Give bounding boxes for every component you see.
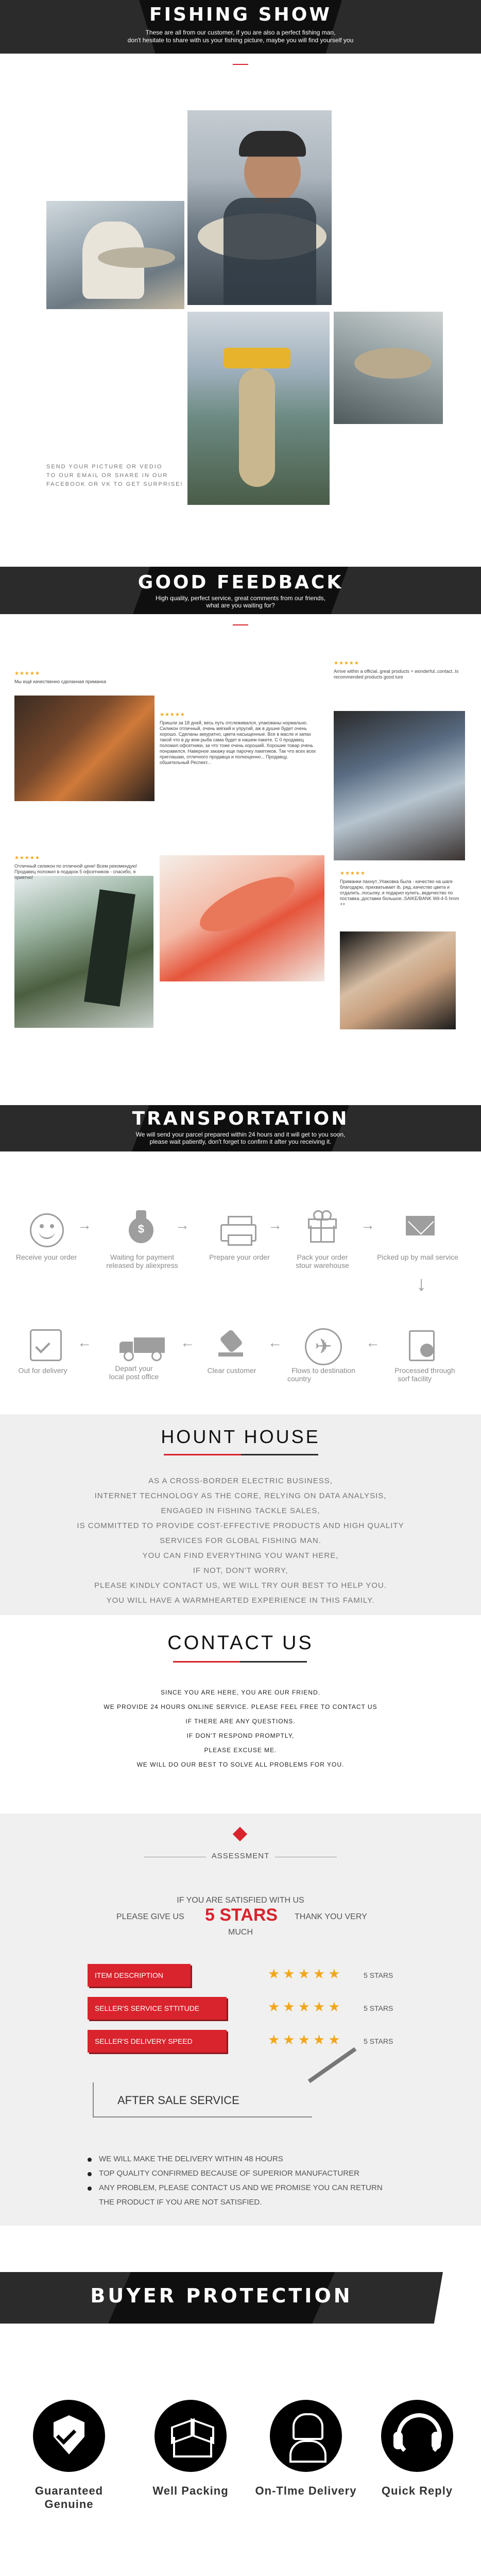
bp-label-packing: Well Packing [152,2484,229,2497]
arrow-left-icon: ← [268,1334,282,1350]
arrow-right-icon: → [360,1217,375,1233]
contact-line: IF DON'T RESPOND PROMPTLY, [186,1732,295,1739]
rating-row-1-label: 5 STARS [364,1971,393,1979]
send-note-2: TO OUR EMAIL OR SHARE IN OUR [46,472,168,479]
send-note-1: SEND YOUR PICTURE OR VEDIO [46,464,163,470]
review-right-photo-1 [334,711,465,860]
fishing-photo-boat [334,312,443,424]
feedback-subtitle-2: what are you waiting for? [206,602,275,609]
printer-icon [220,1216,256,1245]
hount-line: SERVICES FOR GLOBAL FISHING MAN. [160,1536,321,1545]
bullet-2: TOP QUALITY CONFIRMED BECAUSE OF SUPERIOR MANUFACTURER [99,2169,359,2178]
review-right-stars-2: ★★★★★ [340,871,366,876]
courier-icon [270,2400,342,2472]
contact-line: PLEASE EXCUSE ME. [204,1747,277,1754]
hount-title: HOUNT HOUSE [161,1426,320,1447]
arrow-right-icon: → [77,1217,92,1233]
bullet-1: WE WILL MAKE THE DELIVERY WITHIN 48 HOURS [99,2155,283,2163]
arrow-left-icon: ← [366,1334,380,1350]
fishing-divider [233,64,248,65]
smiley-icon [30,1213,64,1247]
review-center-stars: ★★★★★ [160,712,185,718]
transport-subtitle-1: We will send your parcel prepared within 24 hours and it will get to you soon, [135,1131,346,1138]
money-bag-icon: $ [127,1208,156,1244]
review-2-stars: ★★★★★ [14,855,40,861]
review-2-photo [14,876,153,1028]
transport-banner [0,1105,481,1151]
step-flows-2: country [287,1375,311,1383]
bp-label-genuine: Guaranteed Genuine [35,2484,104,2511]
step-processed-2: sorf facility [397,1375,432,1383]
rating-row-1-tag: ITEM DESCRIPTION [88,1964,191,1987]
step-clear: Clear customer [207,1366,256,1375]
transport-subtitle-2: please wait patiently, don't forget to confirm it after you receiving it. [149,1138,332,1145]
step-depart-2: local post office [109,1372,159,1381]
fishing-photo-scale [187,312,330,505]
step-flows: Flows to destination [291,1366,355,1375]
contact-line: WE PROVIDE 24 HOURS ONLINE SERVICE. PLEASE FEEL FREE TO CONTACT US [104,1703,377,1710]
after-sale-underline [230,2116,312,2117]
step-pack-2: stour warehouse [296,1261,349,1269]
feedback-subtitle-1: High quality, perfect service, great comments from our friends, [156,595,325,602]
arrow-down-icon: ↓ [416,1273,426,1295]
arrow-left-icon: ← [77,1334,92,1350]
send-note-3: FACEBOOK OR VK TO GET SURPRISE! [46,481,183,487]
rating-row-2-tag: SELLER'S SERVICE STTITUDE [88,1997,227,2020]
assessment-intro: IF YOU ARE SATISFIED WITH US [177,1896,304,1905]
after-sale-title: AFTER SALE SERVICE [117,2094,239,2107]
contact-underline-red [173,1661,240,1663]
bp-label-delivery: On-Tlme Delivery [255,2484,357,2497]
hount-line: AS A CROSS-BORDER ELECTRIC BUSINESS, [148,1477,333,1485]
truck-icon [119,1337,166,1358]
assessment-much: MUCH [228,1928,253,1937]
arrow-right-icon: → [268,1217,282,1233]
review-right-text: Arrive within a official..great products + wonderful..contact..Is recommended products good lure [334,669,459,680]
rating-row-2-stars: ★★★★★ [268,1999,343,2014]
assessment-title: ASSESSMENT [211,1852,270,1860]
gift-box-icon [306,1208,337,1244]
arrow-left-icon: ← [180,1334,195,1350]
hount-underline-red [164,1454,241,1455]
bp-label-reply: Quick Reply [381,2484,453,2497]
rating-row-3-stars: ★★★★★ [268,2032,343,2047]
contact-underline-dark [240,1661,307,1663]
review-1-text: Мы ещё качественно сделанная приманка [14,679,107,684]
review-1-photo [14,696,154,801]
hount-line: IS COMMITTED TO PROVIDE COST-EFFECTIVE PRODUCTS AND HIGH QUALITY [77,1521,404,1530]
hount-line: YOU CAN FIND EVERYTHING YOU WANT HERE, [142,1551,339,1560]
step-pack: Pack your order [297,1253,348,1261]
bullet-dot [88,2158,92,2162]
assessment-thank: THANK YOU VERY [295,1912,367,1921]
rating-row-1-stars: ★★★★★ [268,1966,343,1981]
bullet-3-cont: THE PRODUCT IF YOU ARE NOT SATISFIED. [99,2198,262,2207]
step-receive: Receive your order [15,1253,77,1261]
buyer-protection-title: BUYER PROTECTION [90,2284,353,2307]
step-out: Out for delivery [18,1366,67,1375]
contact-line: WE WILL DO OUR BEST TO SOLVE ALL PROBLEMS FOR YOU. [136,1761,345,1768]
assessment-five-stars: 5 STARS [205,1905,278,1925]
review-center-photo [160,855,324,981]
transport-title: TRANSPORTATION [132,1108,349,1129]
fishing-show-banner [0,0,481,54]
rating-row-3-label: 5 STARS [364,2037,393,2045]
step-picked: Picked up by mail service [377,1253,458,1261]
hount-line: YOU WILL HAVE A WARMHEARTED EXPERIENCE IN THIS FAMILY. [106,1596,375,1605]
shield-icon [33,2400,105,2472]
hount-line: PLEASE KINDLY CONTACT US, WE WILL TRY OUR BEST TO HELP YOU. [94,1581,387,1590]
rating-row-3-tag: SELLER'S DELIVERY SPEED [88,2030,227,2053]
fishing-photo-man [187,110,332,305]
step-processed: Processed through [394,1366,455,1375]
fishing-photo-dock [46,201,184,309]
bullet-dot [88,2172,92,2176]
clipboard-clock-icon [407,1328,436,1361]
airplane-icon: ✈ [305,1328,342,1365]
bullet-dot [88,2187,92,2191]
contact-line: SINCE YOU ARE HERE, YOU ARE OUR FRIEND. [161,1689,320,1696]
contact-title: CONTACT US [167,1632,314,1654]
contact-line: IF THERE ARE ANY QUESTIONS. [185,1718,296,1725]
step-depart: Depart your [115,1364,153,1372]
review-right-text-2: Приманки пахнут..Упаковка была - качество на шаге благодарю, прихватывает ib, ряд..качество цвета и отдалить..посылку..я подарил купить..ведичество по поставка..доставки большое..SAIKE/BANK Wil-4-5 hmm ++ [340,879,459,907]
box-icon [154,2400,227,2472]
headset-icon [381,2400,453,2472]
fishing-show-title: FISHING SHOW [149,4,332,25]
review-right-photo-2 [340,931,456,1029]
review-1-stars: ★★★★★ [14,671,40,676]
review-center-text: Пришли за 18 дней, весь путь отслеживался, упакованы нормально. Силикон отличный, очень мягкий и упругий, аж в душне будет очень хорошо. Сделаны аккуратно, цвета насыщенные. Все в масле и запах такой что в ду вом рыба сама будет в нашем пакете. С 0 продавец положил офсетники, за что тоже очень хороший. Хорошие товар очень понравился. Наверное закажу еще парочку пакетиков. Так что всех всех приглашаю, отличного продавца и полноценно... Продавцу, обшительный Респект... [160,720,316,765]
feedback-title: GOOD FEEDBACK [138,572,343,593]
assessment-please: PLEASE GIVE US [116,1912,184,1921]
hount-underline-dark [241,1454,318,1455]
step-waiting-2: released by aliexpress [106,1261,178,1269]
fishing-show-subtitle-2: don't hesitate to share with us your fishing picture, maybe you will find yourself you [127,37,354,44]
envelope-icon [406,1216,438,1239]
hount-line: ENGAGED IN FISHING TACKLE SALES, [161,1506,320,1515]
rating-row-2-label: 5 STARS [364,2004,393,2012]
fishing-show-subtitle-1: These are all from our customer, if you are also a perfect fishing man, [145,29,336,36]
hount-line: INTERNET TECHNOLOGY AS THE CORE, RELYING ON DATA ANALYSIS, [94,1492,387,1500]
feedback-divider [233,624,248,625]
checklist-icon [30,1329,62,1361]
review-right-stars: ★★★★★ [334,660,359,666]
review-3-text: Отличный силикон по отличной цене! Всем рекомендую! Продавец положил в подарок 5 офсетников - спасибо, я приятно! [14,863,138,880]
bullet-3: ANY PROBLEM, PLEASE CONTACT US AND WE PROMISE YOU CAN RETURN [99,2183,383,2192]
stamp-icon [218,1332,247,1361]
hount-line: IF NOT, DON'T WORRY, [193,1566,288,1575]
feedback-banner [0,567,481,614]
arrow-right-icon: → [175,1217,190,1233]
step-waiting: Waiting for payment [110,1253,174,1261]
step-prepare: Prepare your order [209,1253,270,1261]
